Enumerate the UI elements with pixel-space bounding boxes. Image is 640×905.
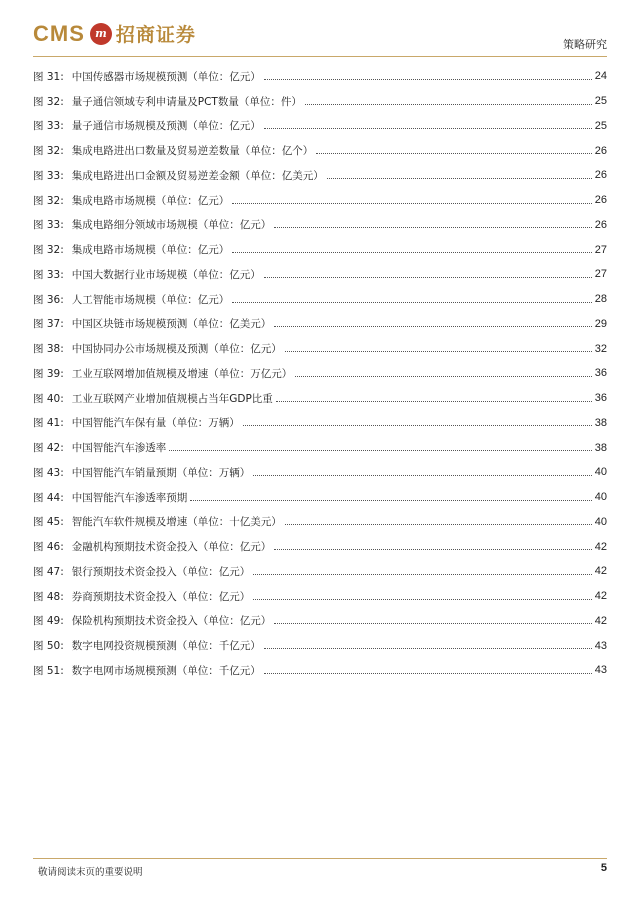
toc-entry-title[interactable]: 中国智能汽车保有量（单位：万辆） <box>71 417 240 430</box>
toc-entry[interactable] <box>33 89 607 114</box>
header-divider <box>33 56 607 57</box>
toc-entry-title[interactable]: 数字电网投资规模预测（单位：千亿元） <box>71 640 261 653</box>
toc-dot-leader <box>285 351 592 352</box>
logo-badge-icon: m <box>90 23 112 45</box>
toc-entry[interactable] <box>33 262 607 287</box>
toc-entry-label: 图 43: <box>33 466 64 479</box>
toc-entry-title[interactable]: 金融机构预期技术资金投入（单位：亿元） <box>71 541 272 554</box>
toc-entry-page[interactable]: 40 <box>594 491 607 504</box>
toc-entry-title[interactable]: 集成电路细分领域市场规模（单位：亿元） <box>71 219 272 232</box>
toc-entry-title[interactable]: 中国传感器市场规模预测（单位：亿元） <box>71 70 261 83</box>
toc-entry-page[interactable]: 40 <box>594 515 607 528</box>
toc-entry-label: 图 38: <box>33 343 64 356</box>
toc-entry-label: 图 33: <box>33 169 64 182</box>
toc-entry-label: 图 42: <box>33 442 64 455</box>
toc-entry-label: 图 50: <box>33 640 64 653</box>
toc-entry-page[interactable]: 36 <box>594 392 607 405</box>
section-label: 策略研究 <box>563 38 607 51</box>
toc-entry[interactable] <box>33 435 607 460</box>
toc-entry-title[interactable]: 保险机构预期技术资金投入（单位：亿元） <box>71 615 272 628</box>
toc-entry[interactable] <box>33 534 607 559</box>
toc-entry-title[interactable]: 银行预期技术资金投入（单位：亿元） <box>71 565 251 578</box>
toc-entry-title[interactable]: 工业互联网增加值规模及增速（单位：万亿元） <box>71 367 293 380</box>
toc-entry-page[interactable]: 26 <box>594 194 607 207</box>
toc-entry-page[interactable]: 36 <box>594 367 607 380</box>
toc-entry-title[interactable]: 工业互联网产业增加值规模占当年GDP比重 <box>71 392 273 405</box>
footer-disclaimer: 敬请阅读末页的重要说明 <box>38 867 143 878</box>
toc-entry-page[interactable]: 42 <box>594 540 607 553</box>
toc-entry-page[interactable]: 32 <box>594 342 607 355</box>
toc-entry-page[interactable]: 29 <box>594 317 607 330</box>
toc-dot-leader <box>264 648 592 649</box>
toc-entry-label: 图 45: <box>33 516 64 529</box>
toc-entry-page[interactable]: 27 <box>594 243 607 256</box>
toc-entry[interactable] <box>33 510 607 535</box>
toc-entry-page[interactable]: 24 <box>594 70 607 83</box>
toc-dot-leader <box>232 252 592 253</box>
toc-entry-page[interactable]: 42 <box>594 565 607 578</box>
toc-entry-title[interactable]: 量子通信市场规模及预测（单位：亿元） <box>71 120 261 133</box>
toc-entry[interactable] <box>33 163 607 188</box>
toc-entry-title[interactable]: 量子通信领域专利申请量及PCT数量（单位：件） <box>71 95 302 108</box>
toc-entry-page[interactable]: 26 <box>594 169 607 182</box>
figure-index-list <box>33 64 607 683</box>
toc-entry[interactable] <box>33 584 607 609</box>
toc-entry[interactable] <box>33 64 607 89</box>
toc-dot-leader <box>253 599 592 600</box>
company-logo <box>33 20 196 47</box>
toc-dot-leader <box>274 227 592 228</box>
toc-entry-page[interactable]: 42 <box>594 590 607 603</box>
toc-dot-leader <box>264 673 592 674</box>
toc-entry[interactable] <box>33 609 607 634</box>
footer-divider <box>33 858 607 859</box>
toc-entry-page[interactable]: 26 <box>594 144 607 157</box>
toc-entry-label: 图 32: <box>33 95 64 108</box>
toc-entry-page[interactable]: 40 <box>594 466 607 479</box>
toc-entry-label: 图 36: <box>33 293 64 306</box>
toc-entry[interactable] <box>33 188 607 213</box>
toc-entry[interactable] <box>33 287 607 312</box>
toc-dot-leader <box>264 79 592 80</box>
toc-dot-leader <box>169 450 592 451</box>
toc-entry-page[interactable]: 28 <box>594 293 607 306</box>
toc-entry-page[interactable]: 38 <box>594 441 607 454</box>
toc-entry-label: 图 32: <box>33 244 64 257</box>
toc-entry-label: 图 33: <box>33 268 64 281</box>
toc-dot-leader <box>232 203 592 204</box>
toc-entry-label: 图 41: <box>33 417 64 430</box>
toc-entry-title[interactable]: 集成电路市场规模（单位：亿元） <box>71 244 230 257</box>
toc-dot-leader <box>264 277 592 278</box>
toc-entry[interactable] <box>33 559 607 584</box>
toc-dot-leader <box>316 153 592 154</box>
toc-entry-title[interactable]: 集成电路进出口数量及贸易逆差数量（单位：亿个） <box>71 145 314 158</box>
toc-entry-label: 图 32: <box>33 145 64 158</box>
toc-dot-leader <box>276 401 592 402</box>
toc-entry-page[interactable]: 42 <box>594 614 607 627</box>
toc-entry-label: 图 51: <box>33 664 64 677</box>
toc-entry[interactable] <box>33 411 607 436</box>
toc-dot-leader <box>305 104 592 105</box>
toc-dot-leader <box>190 500 592 501</box>
toc-entry-title[interactable]: 集成电路进出口金额及贸易逆差金额（单位：亿美元） <box>71 169 324 182</box>
toc-entry[interactable] <box>33 336 607 361</box>
toc-entry[interactable] <box>33 237 607 262</box>
toc-entry-label: 图 33: <box>33 219 64 232</box>
toc-dot-leader <box>232 302 592 303</box>
toc-dot-leader <box>274 326 592 327</box>
toc-entry-page[interactable]: 27 <box>594 268 607 281</box>
toc-entry-label: 图 37: <box>33 318 64 331</box>
toc-entry[interactable] <box>33 386 607 411</box>
toc-entry[interactable] <box>33 658 607 683</box>
toc-entry-label: 图 48: <box>33 590 64 603</box>
toc-entry[interactable] <box>33 213 607 238</box>
toc-dot-leader <box>285 524 592 525</box>
toc-entry-label: 图 33: <box>33 120 64 133</box>
toc-entry[interactable] <box>33 633 607 658</box>
toc-dot-leader <box>274 623 592 624</box>
toc-entry-title[interactable]: 人工智能市场规模（单位：亿元） <box>71 293 230 306</box>
toc-dot-leader <box>327 178 592 179</box>
toc-dot-leader <box>253 475 592 476</box>
toc-entry-page[interactable]: 43 <box>594 639 607 652</box>
toc-entry-title[interactable]: 集成电路市场规模（单位：亿元） <box>71 194 230 207</box>
toc-entry-label: 图 39: <box>33 367 64 380</box>
toc-entry-page[interactable]: 26 <box>594 218 607 231</box>
toc-dot-leader <box>274 549 592 550</box>
toc-entry-title[interactable]: 券商预期技术资金投入（单位：亿元） <box>71 590 251 603</box>
toc-entry-title[interactable]: 智能汽车软件规模及增速（单位：十亿美元） <box>71 516 282 529</box>
toc-entry-title[interactable]: 中国智能汽车渗透率 <box>71 442 167 455</box>
toc-entry-page[interactable]: 43 <box>594 664 607 677</box>
toc-dot-leader <box>253 574 592 575</box>
toc-dot-leader <box>243 425 592 426</box>
toc-entry-title[interactable]: 数字电网市场规模预测（单位：千亿元） <box>71 664 261 677</box>
toc-entry-label: 图 47: <box>33 565 64 578</box>
toc-entry-label: 图 40: <box>33 392 64 405</box>
logo-latin-text: CMS <box>33 20 85 46</box>
page-header <box>0 0 640 60</box>
toc-entry-label: 图 44: <box>33 491 64 504</box>
toc-entry-page[interactable]: 25 <box>594 95 607 108</box>
toc-entry-label: 图 46: <box>33 541 64 554</box>
toc-entry-label: 图 49: <box>33 615 64 628</box>
toc-entry-label: 图 31: <box>33 70 64 83</box>
toc-entry[interactable] <box>33 485 607 510</box>
toc-entry-page[interactable]: 38 <box>594 416 607 429</box>
toc-entry[interactable] <box>33 138 607 163</box>
toc-dot-leader <box>295 376 592 377</box>
logo-chinese-text: 招商证券 <box>115 24 196 46</box>
toc-dot-leader <box>264 128 592 129</box>
toc-entry-title[interactable]: 中国大数据行业市场规模（单位：亿元） <box>71 268 261 281</box>
toc-entry[interactable] <box>33 114 607 139</box>
toc-entry-title[interactable]: 中国区块链市场规模预测（单位：亿美元） <box>71 318 272 331</box>
toc-entry[interactable] <box>33 361 607 386</box>
toc-entry[interactable] <box>33 312 607 337</box>
toc-entry-label: 图 32: <box>33 194 64 207</box>
page-number: 5 <box>600 862 607 874</box>
toc-entry-page[interactable]: 25 <box>594 119 607 132</box>
toc-entry-title[interactable]: 中国协同办公市场规模及预测（单位：亿元） <box>71 343 282 356</box>
toc-entry[interactable] <box>33 460 607 485</box>
toc-entry-title[interactable]: 中国智能汽车渗透率预期 <box>71 491 188 504</box>
toc-entry-title[interactable]: 中国智能汽车销量预期（单位：万辆） <box>71 466 251 479</box>
